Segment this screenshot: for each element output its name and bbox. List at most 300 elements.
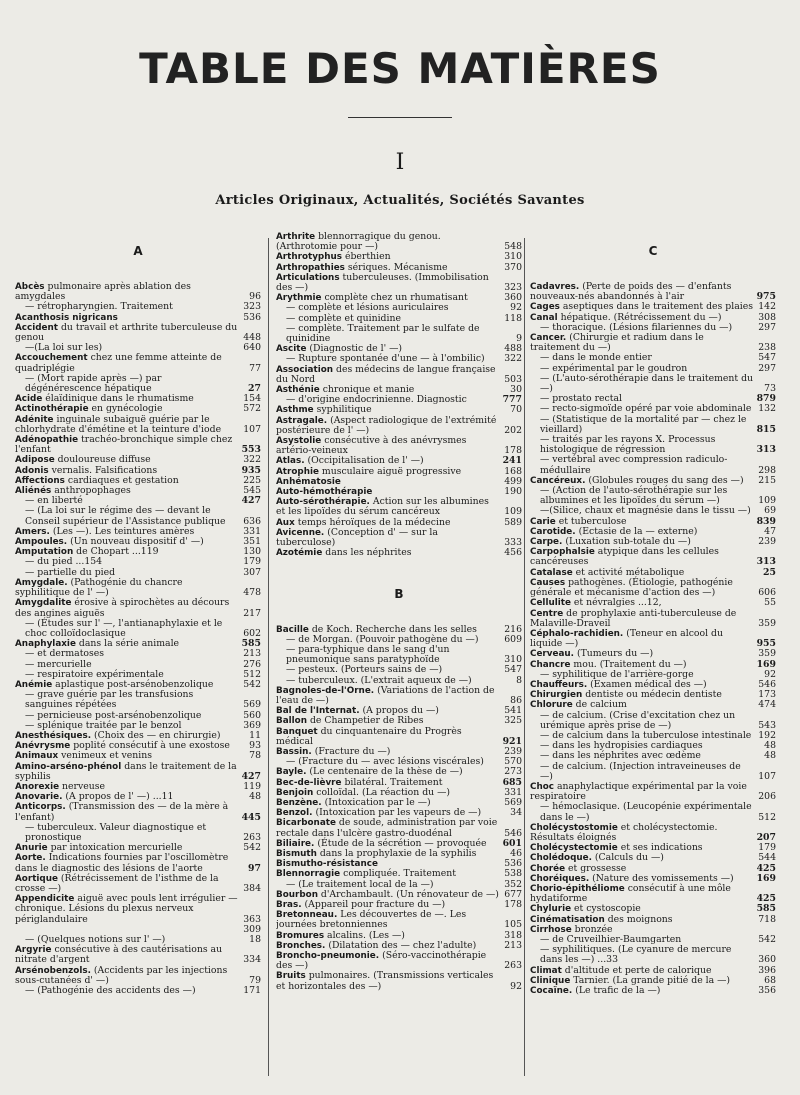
entry-text: (Transmission des — de la mère à l'enfant) — [15, 801, 229, 823]
entry-headword: Bras. — [276, 899, 302, 910]
entry-page-number: 119 — [243, 780, 261, 792]
index-entry — [276, 395, 522, 405]
entry-page-number: 640 — [243, 342, 261, 354]
entry-headword: Aliénés — [15, 486, 52, 497]
index-entry — [15, 802, 261, 822]
entry-text: — vertébral avec compression radiculo-médullaire — [540, 454, 728, 476]
entry-page-number: 192 — [758, 729, 776, 741]
entry-text: (Intoxication par le —) — [324, 796, 431, 808]
entry-text: et tuberculose — [558, 515, 627, 527]
entry-text: — et dermatoses — [25, 648, 105, 660]
entry-headword: Cocaïne. — [530, 986, 573, 997]
entry-page-number: 92 — [510, 302, 522, 314]
entry-text: chez une femme atteinte de quadriplégie — [15, 352, 222, 374]
entry-page-number: 46 — [510, 847, 522, 859]
entry-text: — respiratoire expérimentale — [25, 668, 164, 680]
index-entry — [530, 884, 776, 904]
index-entry — [276, 951, 522, 971]
entry-page-number: 322 — [504, 353, 522, 365]
entry-text: nerveuse — [62, 780, 105, 792]
entry-page-number: 541 — [504, 705, 522, 717]
entry-page-number: 425 — [756, 862, 776, 874]
entry-text: dans la prophylaxie de la syphilis — [319, 847, 477, 859]
entry-headword: Bec-de-lièvre — [276, 777, 342, 788]
entry-text: (Luxation sub-totale du —) — [565, 536, 691, 548]
entry-headword: Acanthosis nigricans — [15, 312, 118, 323]
part-number: I — [395, 150, 405, 175]
entry-page-number: 975 — [756, 291, 776, 303]
entry-text: des médecins de langue française du Nord — [276, 363, 496, 385]
entry-text: des moignons — [607, 913, 673, 925]
entry-text: (Tumeurs du —) — [576, 648, 654, 660]
index-column-b — [276, 232, 522, 1078]
entry-text: (Calculs du —) — [594, 852, 664, 864]
entry-text: (Variations de l'action de l'eau de —) — [276, 684, 495, 706]
entry-headword: Adipose — [15, 455, 55, 466]
entry-page-number: 18 — [249, 934, 261, 945]
entry-text: par intoxication mercurielle — [50, 842, 183, 854]
index-entry — [530, 455, 776, 475]
entry-headword: Amygdalite — [15, 598, 72, 609]
entry-text: venimeux et venins — [61, 750, 152, 762]
entry-text: de calcium — [575, 699, 627, 711]
entry-page-number: 369 — [243, 719, 261, 731]
entry-text: et névralgies ...12, — [573, 597, 662, 609]
entry-page-number: 425 — [756, 893, 776, 905]
index-entry — [276, 528, 522, 548]
entry-headword: Ascite — [276, 344, 307, 355]
entry-text: en gynécologie — [91, 403, 163, 415]
entry-text: mou. (Traitement du —) — [573, 658, 687, 670]
entry-headword: Cholédoque. — [530, 853, 592, 864]
entry-text: et ses indications — [620, 842, 703, 854]
entry-page-number: 334 — [243, 954, 261, 966]
entry-page-number: 609 — [504, 633, 522, 645]
section-heading: Articles Originaux, Actualités, Sociétés Savantes — [215, 193, 585, 208]
entry-headword: Cancer. — [530, 333, 567, 344]
entry-text: Les découvertes de —. Les journées bretonniennes — [276, 909, 467, 931]
entry-headword: Atlas. — [276, 456, 305, 467]
entry-page-number: 225 — [243, 474, 261, 486]
entry-page-number: 86 — [510, 694, 522, 706]
entry-headword: Broncho-pneumonie. — [276, 951, 380, 961]
entry-text: consécutif à une môle hydatiforme — [530, 882, 731, 905]
entry-page-number: 206 — [758, 791, 776, 803]
entry-text: — para-typhique dans le sang d'un pneumonique sans paratyphoïde — [286, 643, 450, 666]
entry-text: (Chirurgie et radium dans le traitement du —) — [530, 332, 704, 354]
entry-headword: Cinématisation — [530, 914, 605, 925]
entry-text: — thoracique. (Lésions filariennes du —) — [540, 321, 733, 333]
entry-headword: Accouchement — [15, 353, 88, 364]
entry-page-number: 560 — [243, 709, 261, 721]
entry-text: (Séro-vaccinothérapie des —) — [276, 950, 487, 972]
entry-page-number: 333 — [504, 537, 522, 549]
index-entry — [530, 945, 776, 965]
entry-text: (Teneur en alcool du liquide —) — [530, 627, 723, 650]
index-entry — [276, 910, 522, 930]
entry-page-number: 512 — [243, 668, 261, 680]
index-entry — [15, 374, 261, 394]
entry-page-number: 636 — [243, 515, 261, 527]
entry-headword: Animaux — [15, 751, 59, 762]
entry-text: (Les —). Les teintures amères — [52, 525, 195, 537]
entry-page-number: 263 — [243, 831, 261, 843]
entry-text: (Conception d' — sur la tuberculose) — [276, 526, 438, 549]
entry-headword: Chorée — [530, 863, 566, 874]
entry-text: inguinale subaiguë guérie par le chlorhydrate d'émétine et la teinture d'iode — [15, 413, 222, 435]
entry-text: complète chez un rhumatisant — [324, 292, 468, 304]
entry-page-number: 396 — [758, 964, 776, 976]
entry-page-number: 11 — [249, 729, 261, 741]
entry-text: (Étude de la sécrétion — provoquée — [317, 837, 487, 849]
index-entry — [15, 598, 261, 618]
index-entry — [276, 849, 522, 859]
entry-page-number: 92 — [764, 668, 776, 680]
entry-text: — de calcium. (Injection intraveineuses de —) — [540, 760, 741, 782]
entry-text: de soude, administration par voie rectale dans l'ulcère gastro-duodénal — [276, 817, 498, 839]
entry-page-number: 359 — [758, 617, 776, 629]
entry-text: — complète. Traitement par le sulfate de quinidine — [286, 322, 480, 345]
entry-page-number: 360 — [758, 954, 776, 966]
entry-text: — (L'auto-sérothérapie dans le traitement du —) — [540, 372, 754, 395]
entry-headword: Bagnoles-de-l'Orne. — [276, 685, 375, 696]
entry-headword: Anémie — [15, 679, 53, 690]
index-entry — [276, 365, 522, 385]
entry-text: pathogènes. (Étiologie, pathogénie générale et mécanisme d'action des —) — [530, 576, 733, 599]
entry-headword: Causes — [530, 577, 566, 588]
entry-headword: Arsénobenzols. — [15, 965, 91, 976]
entry-page-number: 718 — [758, 913, 776, 925]
entry-page-number: 171 — [243, 985, 261, 997]
entry-text: poplité consécutif à une exostose — [73, 740, 230, 752]
index-entry — [15, 966, 261, 986]
entry-text: (A propos de l' —) ...11 — [65, 791, 174, 803]
entry-text: du cinquantenaire du Progrès médical — [276, 725, 462, 747]
entry-text: colloïdal. (La réaction du —) — [316, 786, 451, 798]
index-entry — [15, 894, 261, 925]
entry-page-number: 142 — [758, 301, 776, 313]
entry-text: — complète et lésions auriculaires — [286, 302, 449, 314]
entry-text: chronique et manie — [322, 384, 415, 396]
entry-page-number: 546 — [758, 678, 776, 690]
entry-page-number: 96 — [249, 291, 261, 303]
entry-text: de prophylaxie anti-tuberculeuse de Malaville-Draveil — [530, 607, 737, 629]
entry-headword: Amers. — [15, 526, 50, 537]
entry-headword: Arythmie — [276, 293, 322, 304]
entry-page-number: 207 — [756, 831, 776, 843]
index-entry — [276, 686, 522, 706]
entry-page-number: 542 — [243, 842, 261, 854]
entry-page-number: 318 — [504, 929, 522, 941]
entry-text: anaphylactique expérimental par la voie respiratoire — [530, 780, 747, 803]
entry-text: — syphilitique de l'arrière-gorge — [540, 668, 694, 680]
entry-page-number: 169 — [756, 658, 776, 670]
entry-page-number: 351 — [243, 536, 261, 548]
entry-text: (Choix des — en chirurgie) — [94, 729, 221, 741]
entry-headword: Bacille — [276, 624, 309, 635]
entry-text: — syphilitiques. (Le cyanure de mercure dans les —) ...33 — [540, 944, 732, 966]
entry-headword: Association — [276, 364, 334, 375]
index-entry — [15, 874, 261, 894]
entry-headword: Asthénie — [276, 385, 320, 396]
entry-text: — (Fracture du — avec lésions viscérales) — [286, 756, 484, 768]
entry-text: — pesteux. (Porteurs sains de —) — [286, 664, 443, 676]
index-entry — [15, 353, 261, 373]
entry-headword: Carotide. — [530, 526, 576, 537]
index-entry — [530, 823, 776, 843]
entry-headword: Bruits — [276, 971, 306, 982]
entry-text: aplastique post-arsénobenzolique — [55, 678, 214, 690]
entry-page-number: 215 — [758, 474, 776, 486]
entry-text: (Un nouveau dispositif d' —) — [70, 536, 204, 548]
entry-text: atypique dans les cellules cancéreuses — [530, 546, 719, 568]
index-entry — [530, 690, 776, 700]
entry-headword: Cerveau. — [530, 649, 575, 660]
entry-headword: Bicarbonate — [276, 818, 336, 829]
entry-text: —(Silice, chaux et magnésie dans le tissu —) — [540, 505, 751, 517]
entry-text: éberthien — [344, 251, 391, 263]
entry-headword: Anurie — [15, 843, 48, 854]
entry-headword: Carpophalsie — [530, 547, 595, 558]
entry-page-number: 154 — [243, 393, 261, 405]
entry-headword: Climat — [530, 965, 562, 976]
entry-text: (Examen médical des —) — [590, 678, 707, 690]
entry-page-number: 544 — [758, 852, 776, 864]
entry-page-number: 547 — [504, 664, 522, 676]
entry-text: — traités par les rayons X. Processus histologique de régression — [540, 434, 716, 456]
entry-page-number: 47 — [764, 525, 776, 537]
entry-page-number: 572 — [243, 403, 261, 415]
entry-page-number: 685 — [502, 776, 522, 788]
entry-page-number: 97 — [248, 862, 261, 874]
entry-text: — partielle du pied — [25, 566, 116, 578]
entry-page-number: 325 — [504, 715, 522, 727]
entry-page-number: 569 — [504, 796, 522, 808]
entry-text: — de Cruveilhier-Baumgarten — [540, 934, 682, 945]
entry-headword: Azotémie — [276, 548, 323, 559]
entry-page-number: 179 — [243, 556, 261, 568]
entry-page-number: 323 — [243, 301, 261, 313]
entry-page-number: 553 — [241, 444, 261, 456]
entry-page-number: 815 — [756, 423, 776, 435]
index-entry — [15, 986, 261, 996]
entry-headword: Chylurie — [530, 904, 572, 915]
entry-page-number: 48 — [249, 791, 261, 803]
entry-headword: Actinothérapie — [15, 404, 89, 415]
entry-page-number: 543 — [758, 719, 776, 731]
entry-headword: Choc — [530, 781, 554, 792]
entry-headword: Arthrotyphus — [276, 252, 342, 263]
entry-text: — dans les néphrites avec œdème — [540, 750, 701, 762]
entry-page-number: 202 — [504, 424, 522, 436]
entry-text: — (Action de l'auto-sérothérapie sur les albumines et les lipoïdes du sérum —) — [540, 485, 728, 507]
entry-text: et cholécystectomie. Résultats éloignés — [530, 821, 718, 843]
entry-text: Indications fournies par l'oscillomètre dans le diagnostic des lésions de l'aorte — [15, 852, 229, 874]
entry-headword: Cadavres. — [530, 282, 580, 292]
entry-page-number: 503 — [504, 373, 522, 385]
entry-headword: Adénopathie — [15, 435, 79, 446]
entry-headword: Céphalo-rachidien. — [530, 628, 624, 639]
index-entry — [15, 506, 261, 526]
entry-text: — (Mort rapide après —) par dégénérescence hépatique — [25, 372, 162, 395]
entry-headword: Cholécystectomie — [530, 843, 618, 854]
entry-text: — pernicieuse post-arsénobenzolique — [25, 709, 202, 721]
entry-headword: Clinique — [530, 975, 571, 986]
entry-page-number: 263 — [504, 960, 522, 972]
entry-headword: Bourbon — [276, 889, 318, 900]
entry-page-number: 512 — [758, 811, 776, 823]
entry-page-number: 602 — [243, 627, 261, 639]
entry-text: pulmonaires. (Transmissions verticales et horizontales des —) — [276, 970, 494, 992]
entry-text: — expérimental par le goudron — [540, 362, 688, 374]
entry-text: sériques. Mécanisme — [347, 261, 448, 273]
entry-text: — hémoclasique. (Leucopénie expérimentale dans le —) — [540, 801, 752, 823]
entry-page-number: 427 — [241, 770, 261, 782]
entry-text: (Perte de poids des — d'enfants nouveaux-nés abandonnés à l'air — [530, 281, 732, 303]
entry-text: aiguë avec pouls lent irrégulier — chronique. Lésions du plexus nerveux périglandulaire — [15, 893, 238, 925]
entry-headword: Anaphylaxie — [15, 639, 76, 650]
entry-headword: Bismuth — [276, 848, 317, 859]
entry-text: — (La loi sur le régime des — devant le Conseil supérieur de l'Assistance publique — [25, 505, 226, 527]
entry-text: Action sur les albumines et les lipoïdes du sérum cancéreux — [276, 496, 489, 518]
entry-page-number: 310 — [504, 654, 522, 666]
entry-text: — de calcium. (Crise d'excitation chez un urémique après prise de —) — [540, 709, 736, 731]
entry-headword: Cirrhose — [530, 924, 572, 935]
index-entry — [530, 802, 776, 822]
entry-text: — du pied ...154 — [25, 556, 103, 568]
entry-text: — de Morgan. (Pouvoir pathogène du —) — [286, 633, 479, 645]
entry-headword: Carie — [530, 516, 556, 527]
entry-headword: Benjoin — [276, 787, 314, 798]
entry-text: (Rétrécissement de l'isthme de la crosse —) — [15, 872, 219, 894]
index-entry — [15, 435, 261, 455]
entry-page-number: 313 — [756, 556, 776, 568]
entry-page-number: 331 — [504, 786, 522, 798]
index-entry — [15, 945, 261, 965]
entry-text: musculaire aiguë progressive — [321, 465, 462, 477]
index-entry — [276, 727, 522, 747]
entry-headword: Argyrie — [15, 945, 52, 956]
entry-text: — recto-sigmoïde opéré par voie abdominale — [540, 403, 752, 415]
entry-headword: Asystolie — [276, 436, 322, 447]
entry-page-number: 456 — [504, 547, 522, 559]
entry-headword: Ampoules. — [15, 537, 68, 548]
entry-page-number: 109 — [758, 495, 776, 507]
entry-text: — d'origine endocrinienne. Diagnostic — [286, 394, 467, 406]
index-entry — [530, 609, 776, 629]
entry-page-number: 169 — [756, 872, 776, 884]
entry-page-number: 370 — [504, 261, 522, 273]
entry-headword: Chancre — [530, 659, 571, 670]
entry-page-number: 309 — [243, 923, 261, 935]
entry-text: syphilitique — [316, 404, 372, 416]
entry-text: élaïdinique dans le rhumatisme — [45, 393, 194, 405]
entry-page-number: 178 — [504, 898, 522, 910]
entry-text: — (Pathogénie des accidents des —) — [25, 985, 196, 997]
entry-text: —(La loi sur les) — [25, 342, 103, 354]
column-divider — [268, 238, 269, 1076]
entry-page-number: 276 — [243, 658, 261, 670]
index-entry — [15, 415, 261, 435]
entry-text: du travail et arthrite tuberculeuse du genou — [15, 321, 238, 344]
entry-text: (Nature des vomissements —) — [592, 872, 734, 884]
index-entry — [530, 762, 776, 782]
entry-page-number: 546 — [504, 827, 522, 839]
entry-page-number: 27 — [248, 383, 261, 395]
entry-page-number: 313 — [756, 444, 776, 456]
index-column-c — [530, 232, 776, 1078]
entry-page-number: 217 — [243, 607, 261, 619]
entry-page-number: 569 — [243, 699, 261, 711]
entry-page-number: 8 — [516, 674, 522, 686]
entry-headword: Ballon — [276, 716, 307, 727]
entry-headword: Anesthésiques. — [15, 730, 92, 741]
entry-headword: Affections — [15, 475, 65, 486]
entry-page-number: 70 — [510, 404, 522, 416]
index-entry — [15, 323, 261, 343]
index-entry — [276, 818, 522, 838]
entry-text: bronzée — [574, 923, 613, 935]
entry-text: (Intoxication par les vapeurs de —) — [315, 807, 482, 819]
entry-page-number: 213 — [504, 939, 522, 951]
index-entry — [15, 823, 261, 843]
entry-text: (Le trafic de la —) — [575, 985, 661, 997]
entry-headword: Aorte. — [15, 853, 46, 864]
entry-headword: Accident — [15, 322, 58, 333]
entry-text: tuberculeuses. (Immobilisation des —) — [276, 271, 489, 294]
entry-text: dentiste ou médecin dentiste — [585, 689, 722, 701]
entry-page-number: 107 — [243, 423, 261, 435]
entry-page-number: 356 — [758, 985, 776, 997]
entry-headword: Centre — [530, 608, 564, 619]
entry-text: bilatéral. Traitement — [344, 776, 443, 788]
entry-page-number: 478 — [243, 587, 261, 599]
entry-text: d'altitude et perte de calorique — [564, 964, 712, 976]
entry-page-number: 241 — [502, 455, 522, 467]
entry-headword: Bayle. — [276, 767, 307, 778]
entry-headword: Atrophie — [276, 466, 319, 477]
index-entry — [276, 645, 522, 665]
entry-text: (Dilatation des — chez l'adulte) — [328, 939, 477, 951]
entry-page-number: 542 — [243, 678, 261, 690]
entry-headword: Bretonneau. — [276, 910, 338, 921]
index-entry — [15, 853, 261, 873]
entry-text: — dans les hydropisies cardiaques — [540, 740, 703, 752]
entry-headword: Benzol. — [276, 808, 313, 819]
entry-text: — (Le traitement local de la —) — [286, 878, 434, 890]
entry-text: (Pathogénie du chancre syphilitique de l' —) — [15, 576, 183, 599]
entry-headword: Amputation — [15, 547, 74, 558]
index-entry — [530, 435, 776, 455]
entry-text: — mercurielle — [25, 658, 92, 670]
entry-text: — splénique traitée par le benzol — [25, 719, 182, 731]
entry-page-number: 499 — [504, 475, 522, 487]
entry-page-number: 445 — [241, 811, 261, 823]
entry-page-number: 118 — [504, 312, 522, 324]
entry-page-number: 55 — [764, 597, 776, 609]
index-entry — [530, 282, 776, 302]
entry-page-number: 9 — [516, 333, 522, 345]
entry-page-number: 307 — [243, 566, 261, 578]
entry-headword: Banquet — [276, 726, 318, 737]
entry-page-number: 107 — [758, 770, 776, 782]
entry-page-number: 173 — [758, 689, 776, 701]
entry-text: et cystoscopie — [574, 903, 641, 915]
entry-text: Tarnier. (La grande pitié de la —) — [573, 974, 731, 986]
index-entry — [530, 486, 776, 506]
entry-text: alcalins. (Les —) — [327, 929, 405, 941]
entry-headword: Articulations — [276, 272, 340, 283]
